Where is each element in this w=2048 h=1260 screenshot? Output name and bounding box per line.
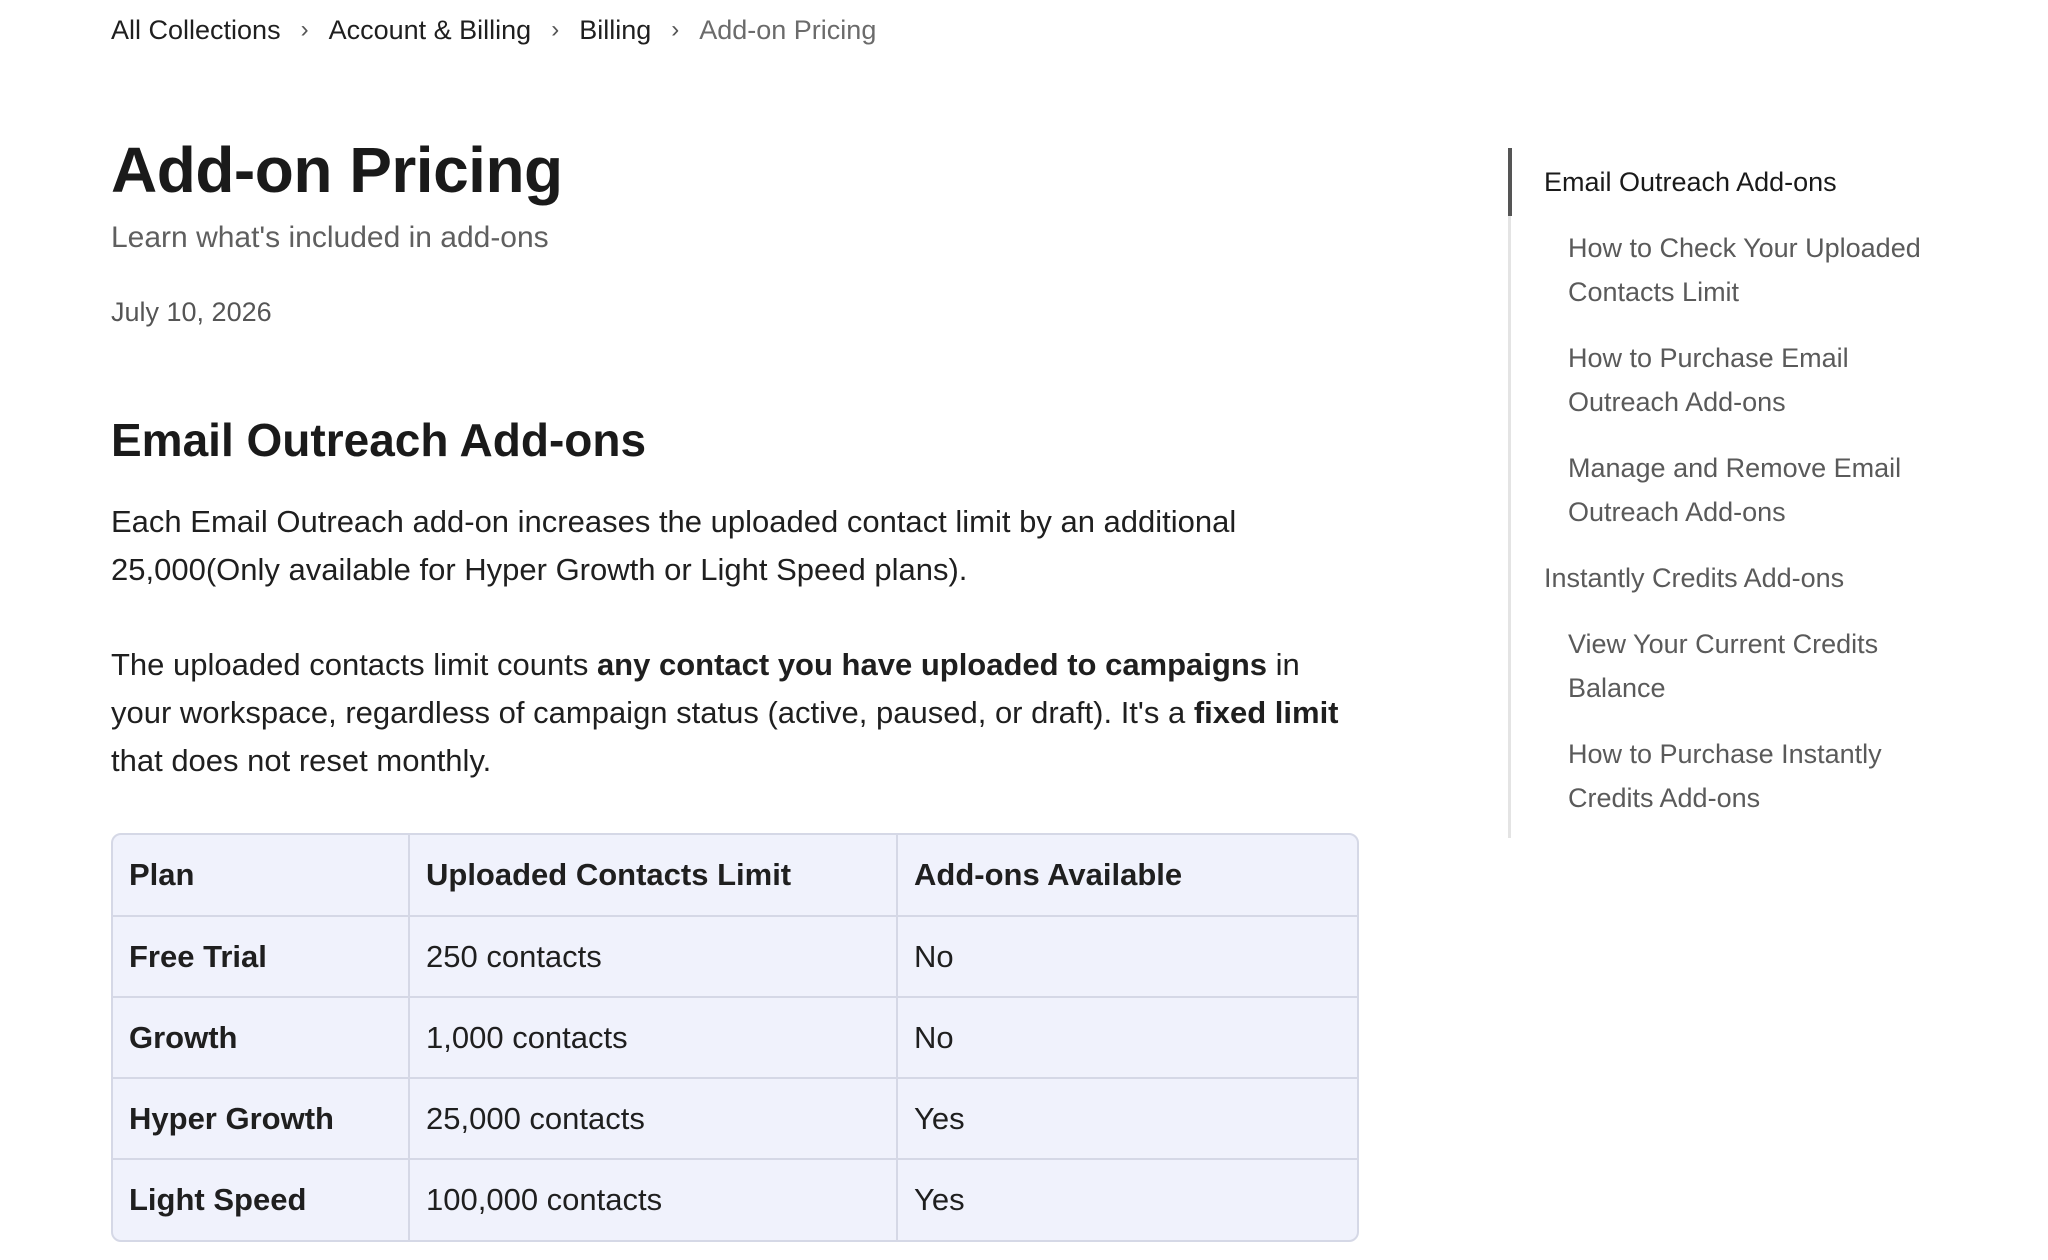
breadcrumb-account-billing[interactable]: Account & Billing [328,15,532,45]
toc-item-instantly-credits-addons[interactable]: Instantly Credits Add-ons [1544,563,1845,593]
table-row [113,916,1357,997]
breadcrumb [111,10,876,50]
plans-table [111,833,1359,1242]
paragraph-addon-description: Each Email Outreach add-on increases the uploaded contact limit by an additional 25,000(Only available for Hyper Growth or Light Speed plans). [111,504,1237,587]
toc-item-purchase-credits-addons[interactable]: How to Purchase Instantly Credits Add-ons [1568,739,1882,813]
table-header-row [113,835,1357,916]
bold-text: fixed limit [1193,695,1339,730]
table-row [113,1078,1357,1159]
contacts-limit-cell: 100,000 contacts [409,1159,897,1240]
chevron-right-icon: › [671,16,680,43]
chevron-right-icon: › [551,16,560,43]
paragraph-text: that does not reset monthly. [111,743,492,778]
paragraph-text: The uploaded contacts limit counts [111,647,597,682]
toc-item-purchase-email-addons[interactable]: How to Purchase Email Outreach Add-ons [1568,343,1849,417]
contacts-limit-cell: 1,000 contacts [409,997,897,1078]
column-header-contacts-limit: Uploaded Contacts Limit [409,835,897,916]
toc-item-view-credits-balance[interactable]: View Your Current Credits Balance [1568,629,1879,703]
bold-text: any contact you have uploaded to campaigns [596,647,1268,682]
plan-cell: Free Trial [113,916,409,997]
table-row [113,997,1357,1078]
column-header-addons-available: Add-ons Available [897,835,1357,916]
toc-item-email-outreach-addons[interactable]: Email Outreach Add-ons [1544,167,1837,197]
page-subtitle: Learn what's included in add-ons [111,221,549,254]
chevron-right-icon: › [300,16,309,43]
paragraph-text: in your workspace, regardless of campaign status (active, paused, or draft). It's a [111,647,1300,730]
article-content [111,130,1361,1242]
contacts-limit-cell: 250 contacts [409,916,897,997]
addons-available-cell: No [897,997,1357,1078]
toc-item-check-contacts-limit[interactable]: How to Check Your Uploaded Contacts Limit [1568,233,1921,307]
column-header-plan: Plan [113,835,409,916]
toc-active-indicator [1508,148,1512,216]
paragraph-limit-explanation [111,641,1361,785]
breadcrumb-billing[interactable]: Billing [579,15,652,45]
table-of-contents [1508,148,1928,838]
breadcrumb-current: Add-on Pricing [699,15,877,45]
toc-item-manage-remove-addons[interactable]: Manage and Remove Email Outreach Add-ons [1568,453,1902,527]
table-row [113,1159,1357,1240]
addons-available-cell: Yes [897,1078,1357,1159]
article-date: July 10, 2026 [111,297,272,327]
addons-available-cell: No [897,916,1357,997]
page-title: Add-on Pricing [111,134,563,206]
plan-cell: Growth [113,997,409,1078]
section-title-email-outreach: Email Outreach Add-ons [111,414,647,466]
plan-cell: Light Speed [113,1159,409,1240]
breadcrumb-all-collections[interactable]: All Collections [111,15,281,45]
addons-available-cell: Yes [914,1182,965,1217]
plan-cell: Hyper Growth [113,1078,409,1159]
contacts-limit-cell: 25,000 contacts [409,1078,897,1159]
